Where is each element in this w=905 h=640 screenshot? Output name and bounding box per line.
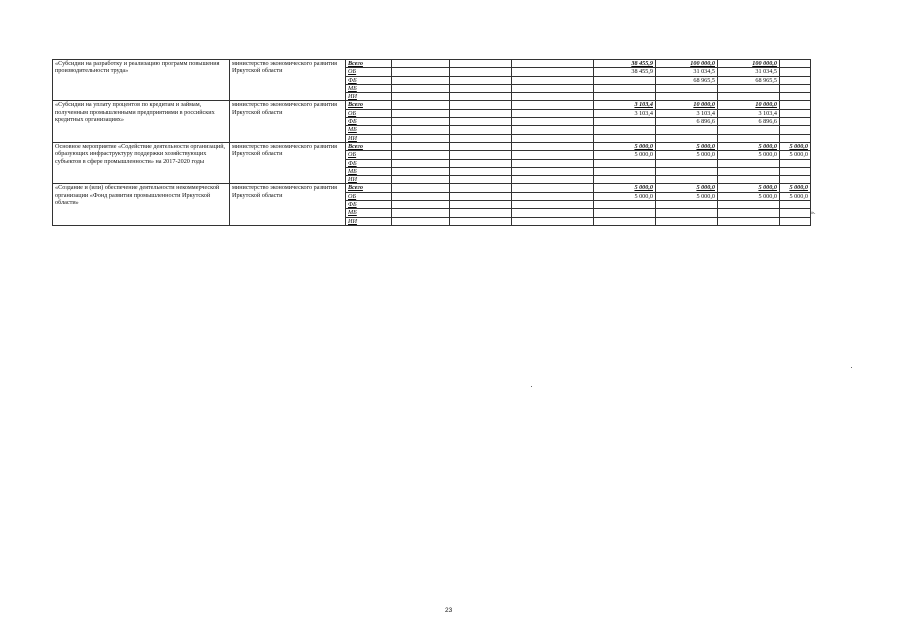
amount-cell bbox=[512, 101, 594, 109]
amount-cell: 5 000,0 bbox=[718, 192, 780, 200]
amount-cell bbox=[780, 209, 811, 217]
table-body bbox=[53, 60, 811, 226]
amount-cell bbox=[392, 101, 450, 109]
amount-cell: 5 000,0 bbox=[656, 142, 718, 150]
amount-cell bbox=[450, 126, 512, 134]
funding-source: ФБ bbox=[346, 76, 392, 84]
amount-cell: 5 000,0 bbox=[780, 192, 811, 200]
amount-cell bbox=[450, 134, 512, 142]
amount-cell: 5 000,0 bbox=[718, 142, 780, 150]
amount-cell bbox=[392, 201, 450, 209]
amount-cell bbox=[656, 176, 718, 184]
amount-cell bbox=[512, 167, 594, 175]
amount-cell: 5 000,0 bbox=[718, 184, 780, 192]
amount-cell bbox=[450, 201, 512, 209]
amount-cell bbox=[780, 176, 811, 184]
amount-cell bbox=[656, 201, 718, 209]
amount-cell bbox=[392, 217, 450, 225]
amount-cell bbox=[512, 142, 594, 150]
amount-cell bbox=[780, 60, 811, 68]
amount-cell bbox=[392, 60, 450, 68]
amount-cell bbox=[594, 209, 656, 217]
amount-cell bbox=[392, 93, 450, 101]
responsible-organization: министерство экономического развития Иркутской области bbox=[230, 184, 346, 225]
amount-cell bbox=[392, 184, 450, 192]
amount-cell bbox=[450, 151, 512, 159]
amount-cell bbox=[594, 126, 656, 134]
amount-cell: 38 455,9 bbox=[594, 68, 656, 76]
amount-cell bbox=[780, 84, 811, 92]
amount-cell bbox=[450, 84, 512, 92]
funding-source: ФБ bbox=[346, 159, 392, 167]
amount-cell bbox=[594, 93, 656, 101]
amount-cell bbox=[450, 192, 512, 200]
amount-cell bbox=[718, 209, 780, 217]
amount-cell bbox=[594, 76, 656, 84]
amount-cell bbox=[512, 60, 594, 68]
amount-cell bbox=[450, 159, 512, 167]
responsible-organization: министерство экономического развития Иркутской области bbox=[230, 101, 346, 142]
funding-source: Всего bbox=[346, 60, 392, 68]
amount-cell: 5 000,0 bbox=[594, 142, 656, 150]
budget-table bbox=[52, 59, 811, 226]
amount-cell: 100 000,0 bbox=[718, 60, 780, 68]
amount-cell bbox=[594, 217, 656, 225]
amount-cell bbox=[780, 159, 811, 167]
responsible-organization: министерство экономического развития Иркутской области bbox=[230, 142, 346, 183]
amount-cell bbox=[718, 84, 780, 92]
funding-source: ФБ bbox=[346, 201, 392, 209]
amount-cell: 3 103,4 bbox=[594, 101, 656, 109]
amount-cell bbox=[594, 176, 656, 184]
amount-cell bbox=[450, 118, 512, 126]
page-number: 23 bbox=[445, 607, 453, 614]
funding-source: МБ bbox=[346, 84, 392, 92]
amount-cell bbox=[450, 142, 512, 150]
amount-cell: 10 000,0 bbox=[718, 101, 780, 109]
amount-cell: 6 896,6 bbox=[656, 118, 718, 126]
amount-cell bbox=[512, 109, 594, 117]
table-row bbox=[53, 184, 811, 192]
amount-cell bbox=[656, 159, 718, 167]
amount-cell bbox=[450, 76, 512, 84]
amount-cell bbox=[392, 151, 450, 159]
amount-cell bbox=[512, 134, 594, 142]
amount-cell: 5 000,0 bbox=[656, 184, 718, 192]
amount-cell bbox=[718, 167, 780, 175]
table-row bbox=[53, 142, 811, 150]
amount-cell bbox=[450, 68, 512, 76]
funding-source: Всего bbox=[346, 184, 392, 192]
amount-cell bbox=[512, 76, 594, 84]
measure-description: «Создание и (или) обеспечение деятельности некоммерческой организации «Фонд развития промышленности Иркутской области» bbox=[53, 184, 230, 225]
amount-cell bbox=[512, 68, 594, 76]
funding-source: ОБ bbox=[346, 68, 392, 76]
amount-cell: 5 000,0 bbox=[780, 151, 811, 159]
amount-cell bbox=[656, 209, 718, 217]
amount-cell bbox=[512, 159, 594, 167]
amount-cell bbox=[594, 118, 656, 126]
amount-cell: 100 000,0 bbox=[656, 60, 718, 68]
amount-cell: 5 000,0 bbox=[594, 151, 656, 159]
amount-cell: 3 103,4 bbox=[656, 109, 718, 117]
amount-cell bbox=[656, 217, 718, 225]
amount-cell bbox=[718, 217, 780, 225]
amount-cell bbox=[594, 201, 656, 209]
amount-cell bbox=[718, 201, 780, 209]
amount-cell bbox=[718, 126, 780, 134]
amount-cell bbox=[780, 109, 811, 117]
amount-cell bbox=[780, 126, 811, 134]
amount-cell: 5 000,0 bbox=[656, 151, 718, 159]
amount-cell: 68 965,5 bbox=[718, 76, 780, 84]
funding-source: МБ bbox=[346, 126, 392, 134]
amount-cell bbox=[392, 76, 450, 84]
amount-cell: 5 000,0 bbox=[718, 151, 780, 159]
amount-cell bbox=[512, 217, 594, 225]
amount-cell bbox=[656, 126, 718, 134]
amount-cell bbox=[512, 176, 594, 184]
amount-cell bbox=[392, 159, 450, 167]
amount-cell bbox=[780, 134, 811, 142]
amount-cell bbox=[512, 209, 594, 217]
funding-source: ИИ bbox=[346, 176, 392, 184]
amount-cell bbox=[450, 217, 512, 225]
amount-cell bbox=[392, 209, 450, 217]
amount-cell bbox=[392, 167, 450, 175]
amount-cell bbox=[450, 109, 512, 117]
funding-source: МБ bbox=[346, 209, 392, 217]
amount-cell bbox=[450, 176, 512, 184]
amount-cell bbox=[594, 84, 656, 92]
measure-description: «Субсидии на разработку и реализацию программ повышения производительности труда» bbox=[53, 60, 230, 101]
amount-cell bbox=[656, 167, 718, 175]
amount-cell bbox=[718, 159, 780, 167]
amount-cell: 31 034,5 bbox=[656, 68, 718, 76]
amount-cell bbox=[780, 167, 811, 175]
amount-cell bbox=[450, 167, 512, 175]
funding-source: ОБ bbox=[346, 151, 392, 159]
amount-cell: 5 000,0 bbox=[780, 184, 811, 192]
amount-cell: 5 000,0 bbox=[656, 192, 718, 200]
amount-cell bbox=[392, 118, 450, 126]
amount-cell bbox=[780, 118, 811, 126]
funding-source: ОБ bbox=[346, 109, 392, 117]
amount-cell bbox=[450, 101, 512, 109]
amount-cell bbox=[512, 118, 594, 126]
amount-cell bbox=[450, 60, 512, 68]
amount-cell: 3 103,4 bbox=[594, 109, 656, 117]
funding-source: ОБ bbox=[346, 192, 392, 200]
amount-cell bbox=[718, 176, 780, 184]
amount-cell bbox=[512, 201, 594, 209]
amount-cell bbox=[392, 84, 450, 92]
amount-cell bbox=[594, 159, 656, 167]
amount-cell: 6 896,6 bbox=[718, 118, 780, 126]
amount-cell bbox=[780, 76, 811, 84]
responsible-organization: министерство экономического развития Иркутской области bbox=[230, 60, 346, 101]
measure-description: «Субсидии на уплату процентов по кредитам и займам, полученным промышленными предприятиями в российских кредитных организациях» bbox=[53, 101, 230, 142]
scan-speck bbox=[851, 367, 852, 368]
amount-cell bbox=[656, 84, 718, 92]
funding-source: ИИ bbox=[346, 93, 392, 101]
amount-cell bbox=[656, 134, 718, 142]
funding-source: ИИ bbox=[346, 134, 392, 142]
amount-cell bbox=[718, 93, 780, 101]
amount-cell bbox=[512, 126, 594, 134]
amount-cell: 38 455,9 bbox=[594, 60, 656, 68]
amount-cell: 3 103,4 bbox=[718, 109, 780, 117]
amount-cell bbox=[450, 209, 512, 217]
amount-cell: 31 034,5 bbox=[718, 68, 780, 76]
amount-cell bbox=[392, 192, 450, 200]
closing-quote-mark: ». bbox=[811, 210, 816, 216]
amount-cell bbox=[780, 101, 811, 109]
amount-cell bbox=[780, 217, 811, 225]
amount-cell bbox=[594, 134, 656, 142]
measure-description: Основное мероприятие «Содействие деятельности организаций, образующих инфраструктуру поддержки хозяйствующих субъектов в сфере промышленности» на 2017-2020 годы bbox=[53, 142, 230, 183]
amount-cell bbox=[656, 93, 718, 101]
amount-cell: 10 000,0 bbox=[656, 101, 718, 109]
amount-cell: 5 000,0 bbox=[594, 192, 656, 200]
amount-cell bbox=[718, 134, 780, 142]
amount-cell bbox=[780, 93, 811, 101]
amount-cell bbox=[512, 84, 594, 92]
amount-cell bbox=[512, 192, 594, 200]
funding-source: ФБ bbox=[346, 118, 392, 126]
amount-cell bbox=[450, 184, 512, 192]
amount-cell bbox=[780, 68, 811, 76]
amount-cell: 5 000,0 bbox=[594, 184, 656, 192]
amount-cell bbox=[450, 93, 512, 101]
amount-cell bbox=[392, 176, 450, 184]
amount-cell bbox=[392, 109, 450, 117]
amount-cell: 5 000,0 bbox=[780, 142, 811, 150]
amount-cell: 68 965,5 bbox=[656, 76, 718, 84]
amount-cell bbox=[392, 142, 450, 150]
table-row bbox=[53, 101, 811, 109]
table-row bbox=[53, 60, 811, 68]
funding-source: Всего bbox=[346, 142, 392, 150]
amount-cell bbox=[392, 68, 450, 76]
funding-source: ИИ bbox=[346, 217, 392, 225]
amount-cell bbox=[780, 201, 811, 209]
scan-speck bbox=[531, 386, 532, 387]
amount-cell bbox=[594, 167, 656, 175]
funding-source: МБ bbox=[346, 167, 392, 175]
amount-cell bbox=[512, 93, 594, 101]
amount-cell bbox=[512, 151, 594, 159]
amount-cell bbox=[512, 184, 594, 192]
amount-cell bbox=[392, 134, 450, 142]
amount-cell bbox=[392, 126, 450, 134]
funding-source: Всего bbox=[346, 101, 392, 109]
